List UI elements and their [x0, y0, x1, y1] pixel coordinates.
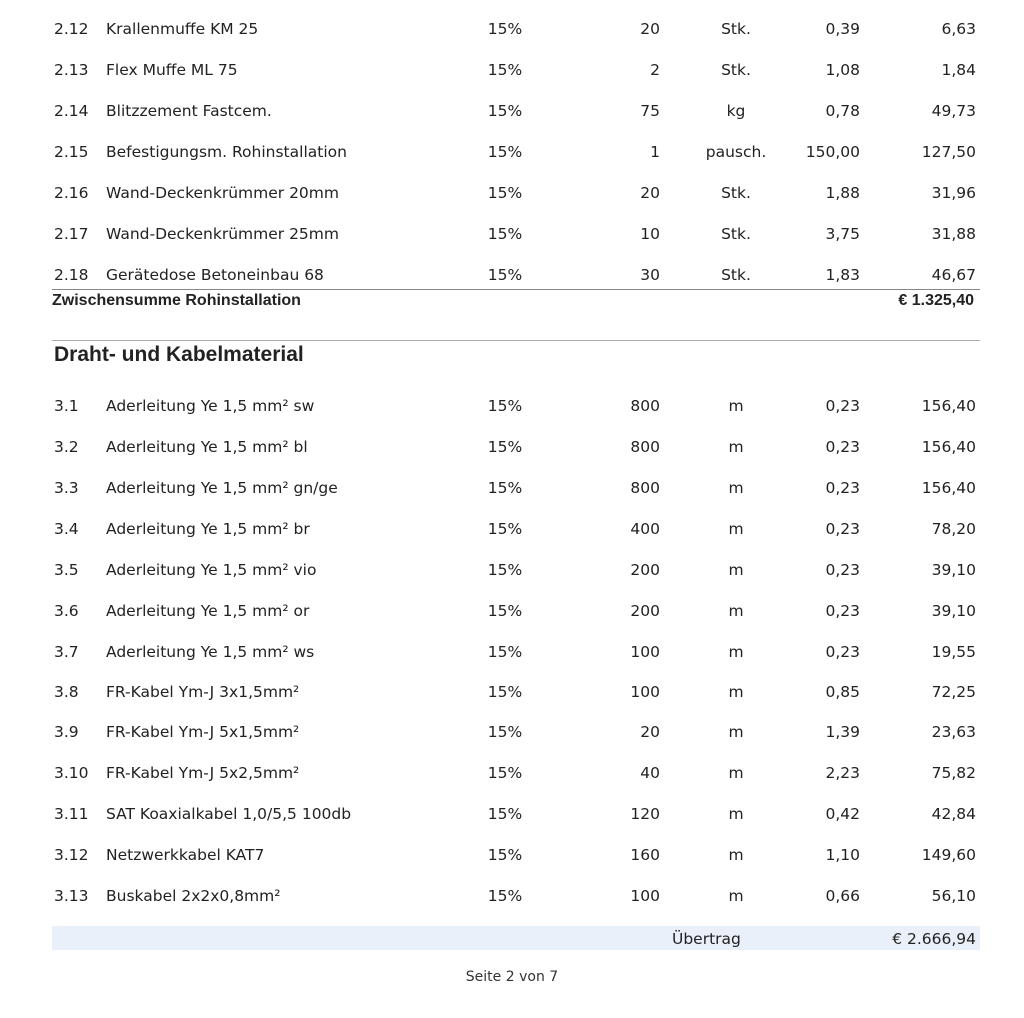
item-description: Netzwerkkabel KAT7 — [106, 846, 265, 864]
line-total: 49,73 — [931, 102, 976, 120]
item-description: SAT Koaxialkabel 1,0/5,5 100db — [106, 805, 352, 823]
line-total: 78,20 — [931, 520, 976, 538]
item-description: Aderleitung Ye 1,5 mm² ws — [106, 643, 315, 661]
table-row — [0, 602, 1024, 626]
discount: 15% — [487, 887, 523, 905]
table-row — [0, 438, 1024, 462]
position-number: 3.6 — [54, 602, 79, 620]
line-total: 31,88 — [931, 225, 976, 243]
unit-price: 0,85 — [825, 683, 860, 701]
discount: 15% — [487, 683, 523, 701]
table-row — [0, 143, 1024, 167]
quantity: 20 — [640, 184, 660, 202]
unit: m — [728, 602, 744, 620]
table-row — [0, 846, 1024, 870]
unit-price: 0,66 — [825, 887, 860, 905]
discount: 15% — [487, 520, 523, 538]
line-total: 75,82 — [931, 764, 976, 782]
unit: Stk. — [721, 225, 751, 243]
position-number: 3.10 — [54, 764, 89, 782]
line-total: 39,10 — [931, 561, 976, 579]
quantity: 800 — [630, 438, 660, 456]
table-row — [0, 683, 1024, 707]
table-row — [0, 61, 1024, 85]
discount: 15% — [487, 805, 523, 823]
unit: kg — [726, 102, 746, 120]
discount: 15% — [487, 225, 523, 243]
item-description: FR-Kabel Ym-J 5x2,5mm² — [106, 764, 300, 782]
line-total: 39,10 — [931, 602, 976, 620]
unit-price: 0,78 — [825, 102, 860, 120]
unit-price: 0,23 — [825, 602, 860, 620]
table-row — [0, 479, 1024, 503]
discount: 15% — [487, 102, 523, 120]
table-row — [0, 397, 1024, 421]
quantity: 800 — [630, 397, 660, 415]
position-number: 3.4 — [54, 520, 79, 538]
quantity: 20 — [640, 20, 660, 38]
line-total: 31,96 — [931, 184, 976, 202]
position-number: 2.16 — [54, 184, 89, 202]
position-number: 3.8 — [54, 683, 79, 701]
unit: m — [728, 438, 744, 456]
table-row — [0, 102, 1024, 126]
line-total: 46,67 — [931, 266, 976, 284]
discount: 15% — [487, 266, 523, 284]
table-row — [0, 723, 1024, 747]
line-total: 156,40 — [921, 479, 976, 497]
quantity: 120 — [630, 805, 660, 823]
line-total: 6,63 — [941, 20, 976, 38]
divider — [52, 289, 980, 290]
carry-forward-row — [52, 926, 980, 950]
discount: 15% — [487, 764, 523, 782]
quantity: 20 — [640, 723, 660, 741]
line-total: 156,40 — [921, 438, 976, 456]
unit: m — [728, 643, 744, 661]
unit: Stk. — [721, 20, 751, 38]
position-number: 2.14 — [54, 102, 89, 120]
position-number: 3.7 — [54, 643, 79, 661]
line-total: 19,55 — [931, 643, 976, 661]
item-description: Krallenmuffe KM 25 — [106, 20, 259, 38]
position-number: 3.13 — [54, 887, 89, 905]
line-total: 149,60 — [921, 846, 976, 864]
item-description: Aderleitung Ye 1,5 mm² vio — [106, 561, 317, 579]
unit-price: 1,08 — [825, 61, 860, 79]
unit: m — [728, 397, 744, 415]
carry-forward-label: Übertrag — [672, 930, 741, 948]
discount: 15% — [487, 397, 523, 415]
unit: m — [728, 479, 744, 497]
discount: 15% — [487, 20, 523, 38]
quantity: 800 — [630, 479, 660, 497]
unit-price: 3,75 — [825, 225, 860, 243]
table-row — [0, 225, 1024, 249]
item-description: FR-Kabel Ym-J 3x1,5mm² — [106, 683, 300, 701]
discount: 15% — [487, 602, 523, 620]
line-total: 72,25 — [931, 683, 976, 701]
item-description: Aderleitung Ye 1,5 mm² sw — [106, 397, 315, 415]
unit-price: 1,10 — [825, 846, 860, 864]
discount: 15% — [487, 438, 523, 456]
position-number: 2.15 — [54, 143, 89, 161]
discount: 15% — [487, 643, 523, 661]
line-total: 42,84 — [931, 805, 976, 823]
quantity: 100 — [630, 683, 660, 701]
discount: 15% — [487, 561, 523, 579]
line-total: 23,63 — [931, 723, 976, 741]
carry-forward-value: € 2.666,94 — [892, 930, 976, 948]
quantity: 200 — [630, 602, 660, 620]
item-description: Aderleitung Ye 1,5 mm² bl — [106, 438, 308, 456]
quantity: 200 — [630, 561, 660, 579]
unit-price: 0,23 — [825, 438, 860, 456]
quantity: 1 — [650, 143, 660, 161]
item-description: Befestigungsm. Rohinstallation — [106, 143, 347, 161]
discount: 15% — [487, 846, 523, 864]
item-description: Aderleitung Ye 1,5 mm² gn/ge — [106, 479, 338, 497]
quantity: 100 — [630, 887, 660, 905]
subtotal-label: Zwischensumme Rohinstallation — [52, 292, 301, 309]
subtotal-row — [52, 292, 980, 316]
quantity: 75 — [640, 102, 660, 120]
unit: m — [728, 805, 744, 823]
line-total: 1,84 — [941, 61, 976, 79]
item-description: Aderleitung Ye 1,5 mm² br — [106, 520, 310, 538]
position-number: 2.18 — [54, 266, 89, 284]
position-number: 3.12 — [54, 846, 89, 864]
unit: Stk. — [721, 184, 751, 202]
unit-price: 0,23 — [825, 643, 860, 661]
quantity: 30 — [640, 266, 660, 284]
unit-price: 0,23 — [825, 520, 860, 538]
position-number: 3.5 — [54, 561, 79, 579]
unit: m — [728, 520, 744, 538]
item-description: FR-Kabel Ym-J 5x1,5mm² — [106, 723, 300, 741]
unit-price: 150,00 — [805, 143, 860, 161]
quantity: 2 — [650, 61, 660, 79]
quantity: 400 — [630, 520, 660, 538]
table-row — [0, 184, 1024, 208]
unit-price: 2,23 — [825, 764, 860, 782]
item-description: Flex Muffe ML 75 — [106, 61, 238, 79]
unit: pausch. — [705, 143, 767, 161]
discount: 15% — [487, 184, 523, 202]
quantity: 100 — [630, 643, 660, 661]
quantity: 10 — [640, 225, 660, 243]
item-description: Buskabel 2x2x0,8mm² — [106, 887, 281, 905]
position-number: 3.3 — [54, 479, 79, 497]
line-total: 56,10 — [931, 887, 976, 905]
unit: Stk. — [721, 61, 751, 79]
unit: Stk. — [721, 266, 751, 284]
unit: m — [728, 887, 744, 905]
subtotal-value: € 1.325,40 — [898, 292, 974, 309]
table-row — [0, 887, 1024, 911]
item-description: Aderleitung Ye 1,5 mm² or — [106, 602, 310, 620]
unit-price: 0,23 — [825, 397, 860, 415]
unit: m — [728, 723, 744, 741]
position-number: 2.17 — [54, 225, 89, 243]
position-number: 3.9 — [54, 723, 79, 741]
discount: 15% — [487, 61, 523, 79]
position-number: 2.13 — [54, 61, 89, 79]
unit-price: 0,42 — [825, 805, 860, 823]
unit-price: 0,23 — [825, 561, 860, 579]
unit: m — [728, 764, 744, 782]
table-row — [0, 20, 1024, 44]
table-row — [0, 561, 1024, 585]
item-description: Gerätedose Betoneinbau 68 — [106, 266, 324, 284]
page-number: Seite 2 von 7 — [465, 969, 559, 985]
position-number: 3.2 — [54, 438, 79, 456]
position-number: 2.12 — [54, 20, 89, 38]
discount: 15% — [487, 143, 523, 161]
position-number: 3.11 — [54, 805, 89, 823]
unit-price: 1,88 — [825, 184, 860, 202]
section-title: Draht- und Kabelmaterial — [54, 343, 304, 366]
unit-price: 1,39 — [825, 723, 860, 741]
item-description: Blitzzement Fastcem. — [106, 102, 272, 120]
unit-price: 1,83 — [825, 266, 860, 284]
position-number: 3.1 — [54, 397, 79, 415]
unit-price: 0,39 — [825, 20, 860, 38]
unit: m — [728, 846, 744, 864]
discount: 15% — [487, 723, 523, 741]
table-row — [0, 805, 1024, 829]
line-total: 156,40 — [921, 397, 976, 415]
unit-price: 0,23 — [825, 479, 860, 497]
unit: m — [728, 683, 744, 701]
table-row — [0, 520, 1024, 544]
line-total: 127,50 — [921, 143, 976, 161]
table-row — [0, 764, 1024, 788]
unit: m — [728, 561, 744, 579]
table-row — [0, 266, 1024, 290]
item-description: Wand-Deckenkrümmer 25mm — [106, 225, 339, 243]
table-row — [0, 643, 1024, 667]
item-description: Wand-Deckenkrümmer 20mm — [106, 184, 339, 202]
divider — [52, 340, 980, 341]
discount: 15% — [487, 479, 523, 497]
quantity: 160 — [630, 846, 660, 864]
quantity: 40 — [640, 764, 660, 782]
